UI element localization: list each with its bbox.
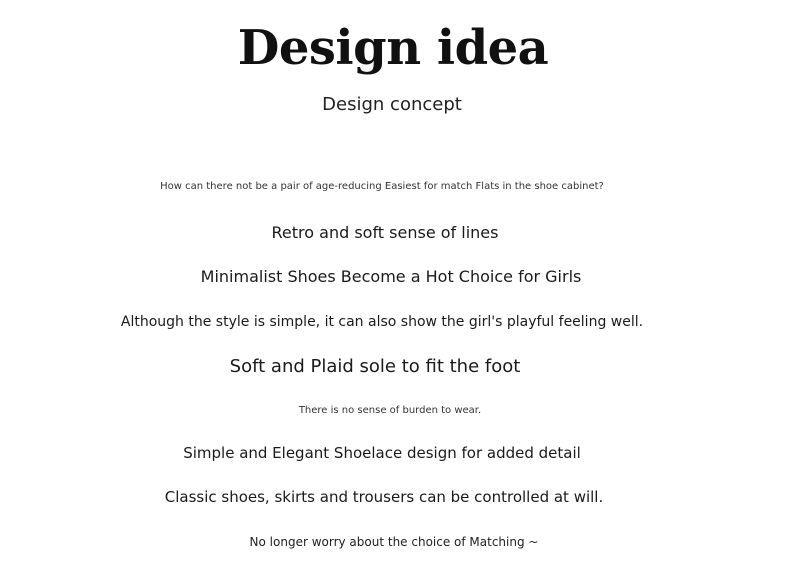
concept-line-minimalist-shoes: Minimalist Shoes Become a Hot Choice for Girls xyxy=(200,267,582,286)
page-subtitle: Design concept xyxy=(322,94,462,115)
concept-line-shoelace-design: Simple and Elegant Shoelace design for added detail xyxy=(183,444,581,462)
concept-line-classic-shoes: Classic shoes, skirts and trousers can be controlled at will. xyxy=(164,488,604,506)
concept-line-simple-style: Although the style is simple, it can also show the girl's playful feeling well. xyxy=(120,314,644,330)
page-title: Design idea xyxy=(237,20,549,76)
concept-line-plaid-sole: Soft and Plaid sole to fit the foot xyxy=(229,356,521,377)
concept-line-no-burden: There is no sense of burden to wear. xyxy=(298,405,482,416)
concept-line-retro-lines: Retro and soft sense of lines xyxy=(271,223,499,242)
concept-line-shoe-cabinet: How can there not be a pair of age-reducing Easiest for match Flats in the shoe cabinet? xyxy=(160,181,604,192)
concept-line-matching: No longer worry about the choice of Matching ~ xyxy=(249,535,539,549)
